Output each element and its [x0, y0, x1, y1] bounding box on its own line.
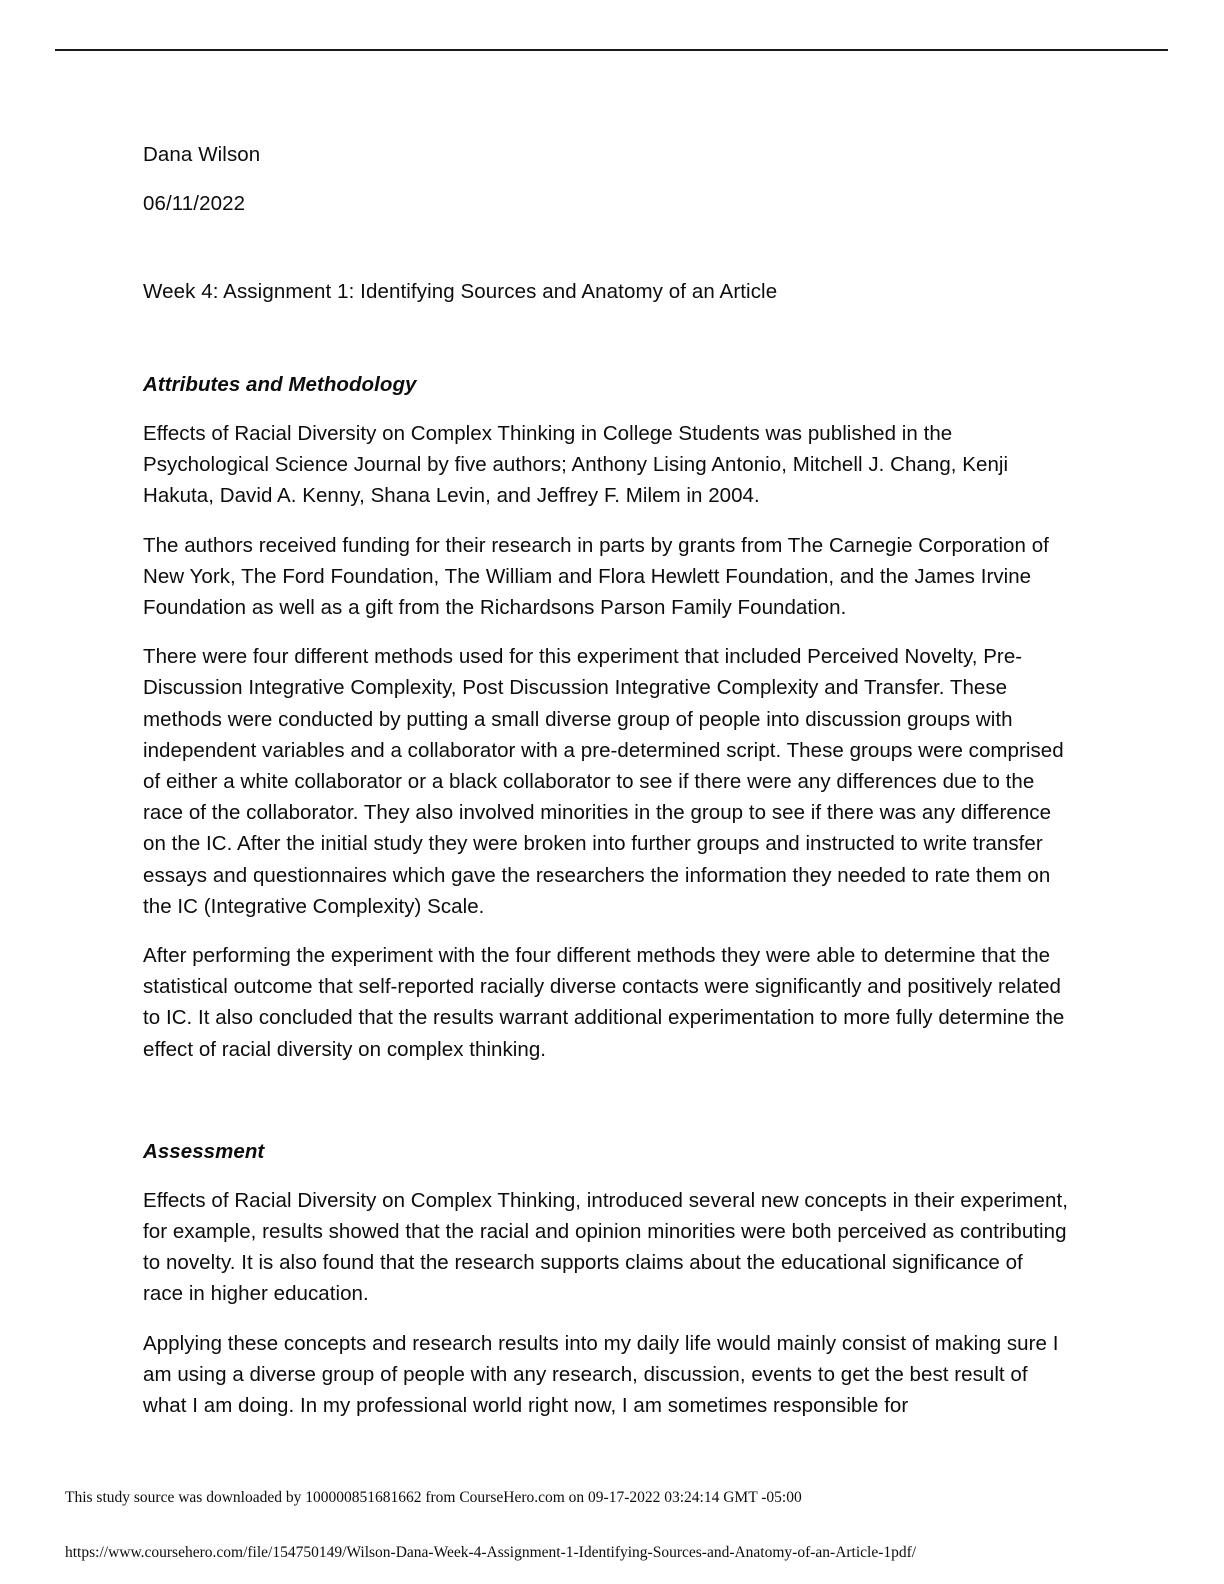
spacer: [143, 512, 1068, 530]
assignment-title: Week 4: Assignment 1: Identifying Sources and Anatomy of an Article: [143, 280, 778, 303]
spacer: [143, 307, 1068, 370]
paragraph: Effects of Racial Diversity on Complex Thinking in College Students was published in the Psychological Science Journal by five authors; Anthony Lising Antonio, Mitchell J. Chang, Kenji Hakuta, David A. Kenny, Shana Levin, and Jeffrey F. Milem in 2004.: [143, 422, 1009, 508]
header-divider: [55, 49, 1168, 51]
spacer: [143, 1065, 1068, 1137]
section-heading-attributes-and-methodology: Attributes and Methodology: [143, 373, 417, 396]
section-heading-assessment: Assessment: [143, 1139, 265, 1163]
spacer: [143, 623, 1068, 641]
spacer: [143, 1167, 1068, 1185]
author-name: Dana Wilson: [143, 143, 261, 166]
paragraph: Applying these concepts and research results into my daily life would mainly consist of making sure I am using a diverse group of people with any research, discussion, events to get the best result of what I am doing. In my professional world right now, I am sometimes responsible for: [143, 1331, 1059, 1418]
spacer: [143, 922, 1068, 940]
spacer: [143, 1310, 1068, 1328]
document-body: [143, 140, 1068, 1421]
paragraph: Effects of Racial Diversity on Complex Thinking, introduced several new concepts in their experiment, for example, results showed that the racial and opinion minorities were both perceived as contributing to novelty. It is also found that the research supports claims about the educational significance of race in higher education.: [143, 1188, 1068, 1306]
paragraph: After performing the experiment with the four different methods they were able to determine that the statistical outcome that self-reported racially diverse contacts were significantly and positively related to IC. It also concluded that the results warrant additional experimentation to more fully determine the effect of racial diversity on complex thinking.: [143, 944, 1065, 1061]
paragraph: The authors received funding for their research in parts by grants from The Carnegie Corporation of New York, The Ford Foundation, The William and Flora Hewlett Foundation, and the James Irvine Foundation as well as a gift from the Richardsons Parson Family Foundation.: [143, 533, 1049, 620]
spacer: [143, 400, 1068, 418]
source-url: https://www.coursehero.com/file/154750149/Wilson-Dana-Week-4-Assignment-1-Identifying-Sources-and-Anatomy-of-an-Article-1pdf/: [65, 1544, 917, 1561]
document-date: 06/11/2022: [143, 192, 246, 215]
download-notice: This study source was downloaded by 100000851681662 from CourseHero.com on 09-17-2022 03:24:14 GMT -05:00: [65, 1489, 802, 1506]
paragraph: There were four different methods used for this experiment that included Perceived Novelty, Pre-Discussion Integrative Complexity, Post Discussion Integrative Complexity and Transfer. These methods were conducted by putting a small diverse group of people into discussion groups with independent variables and a collaborator with a pre-determined script. These groups were comprised of either a white collaborator or a black collaborator to see if there were any differences due to the race of the collaborator. They also involved minorities in the group to see if there was any difference on the IC. After the initial study they were broken into further groups and instructed to write transfer essays and questionnaires which gave the researchers the information they needed to rate them on the IC (Integrative Complexity) Scale.: [143, 645, 1064, 918]
